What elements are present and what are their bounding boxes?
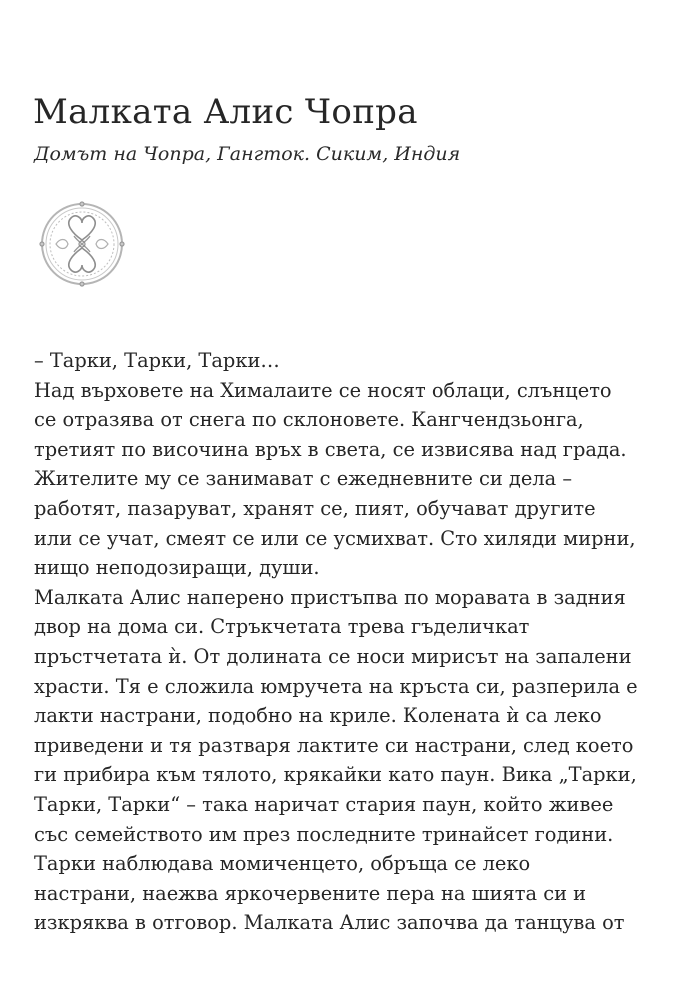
body-text-line: храсти. Тя е сложила юмручета на кръста си, разперила е <box>34 674 638 698</box>
emblem-graphic <box>38 200 126 288</box>
body-text-line: нищо неподозиращи, души. <box>34 556 320 580</box>
body-text-line: Над върховете на Хималаите се носят облаци, слънцето <box>34 378 612 402</box>
body-text-line: със семейството им през последните тринайсет години. <box>34 822 614 846</box>
body-text-line: двор на дома си. Стръкчетата трева гъделичкат <box>34 615 530 639</box>
body-text-line: Жителите му се занимават с ежедневните си дела – <box>34 467 573 491</box>
chapter-subtitle: Домът на Чопра, Гангток. Сиким, Индия <box>34 143 461 165</box>
body-text-line: настрани, наежва яркочервените пера на шията си и <box>34 881 587 905</box>
body-text-line: работят, пазаруват, хранят се, пият, обучават другите <box>34 496 596 520</box>
body-text-line: приведени и тя разтваря лактите си настрани, след което <box>34 733 634 757</box>
chapter-title: Малката Алис Чопра <box>33 92 418 132</box>
body-text-line: ги прибира към тялото, крякайки като паун. Вика „Тарки, <box>34 763 637 787</box>
body-text-line: Тарки наблюдава момиченцето, обръща се леко <box>34 852 531 876</box>
body-text-line: третият по височина връх в света, се извисява над града. <box>34 437 627 461</box>
body-text-line: Тарки, Тарки“ – така наричат стария паун, който живее <box>34 792 614 816</box>
body-text-line: се отразява от снега по склоновете. Кангчендзьонга, <box>34 408 584 432</box>
body-text <box>34 346 674 938</box>
body-text-line: – Тарки, Тарки, Тарки… <box>34 349 280 372</box>
body-text-line: лакти настрани, подобно на криле. Колената ѝ са леко <box>34 704 602 728</box>
body-text-line: Малката Алис наперено пристъпва по моравата в задния <box>34 585 626 609</box>
body-text-line: изкряква в отговор. Малката Алис започва да танцува от <box>34 911 625 935</box>
lotus-knot-emblem-icon <box>38 200 126 288</box>
body-text-line: или се учат, смеят се или се усмихват. Сто хиляди мирни, <box>34 526 636 550</box>
body-text-line: пръстчетата ѝ. От долината се носи мирисът на запалени <box>34 644 632 668</box>
